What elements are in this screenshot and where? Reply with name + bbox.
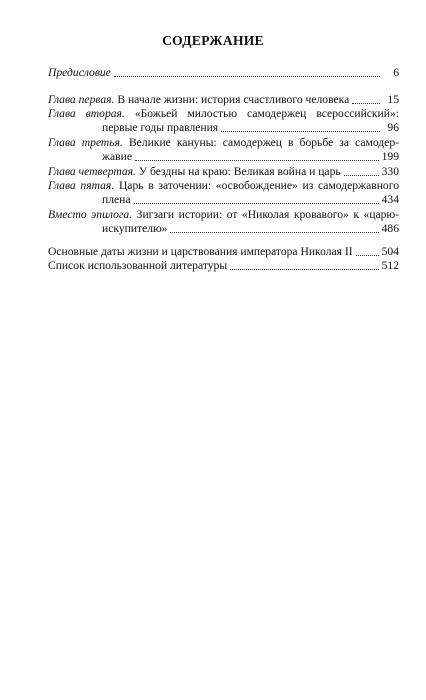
entry-label: Глава четвертая. [48,165,136,178]
entry-label: Глава пятая. [48,179,115,192]
dot-leader [134,202,379,204]
dot-leader [135,159,379,161]
entry-title-line-2: жавие [102,150,132,163]
dot-leader [344,174,379,176]
toc-entry-chapter-4[interactable] [48,165,399,179]
entry-title-line-1: «Божьей милостью самодержец всероссийский»: [134,107,399,120]
dot-leader [230,268,378,270]
page-title: СОДЕРЖАНИЕ [162,33,264,48]
toc-entry-epilogue[interactable] [48,208,399,236]
entry-title-line-1: Зигзаги истории: от «Николая кровавого» к «царю- [136,208,399,221]
page-number: 486 [381,222,399,235]
dot-leader [170,231,378,233]
page-number: 15 [387,93,399,106]
entry-title-line-1: Великие кануны: самодержец в борьбе за самодер- [128,136,399,149]
toc-entry-chapter-3[interactable] [48,136,399,164]
page-number: 504 [381,245,399,258]
dot-leader [114,75,380,77]
page-number: 512 [381,259,399,272]
dot-leader [356,254,379,256]
entry-title: Основные даты жизни и царствования императора Николая II [48,245,353,258]
dot-leader [221,130,380,132]
toc-entry-literature[interactable] [48,259,399,273]
entry-label: Глава вторая. [48,107,125,120]
page-number: 6 [393,66,399,79]
entry-title: В начале жизни: история счастливого человека [117,93,350,106]
entry-title-line-2: первые годы правления [102,121,219,134]
page-number: 330 [381,165,399,178]
entry-label: Предисловие [48,66,111,79]
toc-entry-chapter-1[interactable] [48,93,399,107]
entry-label: Глава третья. [48,136,123,149]
toc-entry-chapter-2[interactable] [48,107,399,135]
entry-title-line-2: искупителю» [102,222,168,235]
page-number: 199 [381,150,399,163]
entry-label: Вместо эпилога. [48,208,133,221]
dot-leader [352,102,380,104]
entry-label: Глава первая. [48,93,115,106]
entry-title: Список использованной литературы [48,259,228,272]
toc-entry-preface[interactable] [48,66,399,80]
entry-title-line-1: Царь в заточении: «освобождение» из самодержавного [118,179,399,192]
toc-entry-dates[interactable] [48,245,399,259]
entry-title-line-2: плена [102,193,131,206]
page-number: 434 [381,193,399,206]
toc-entry-chapter-5[interactable] [48,179,399,207]
entry-title: У бездны на краю: Великая война и царь [138,165,341,178]
page-number: 96 [387,121,399,134]
